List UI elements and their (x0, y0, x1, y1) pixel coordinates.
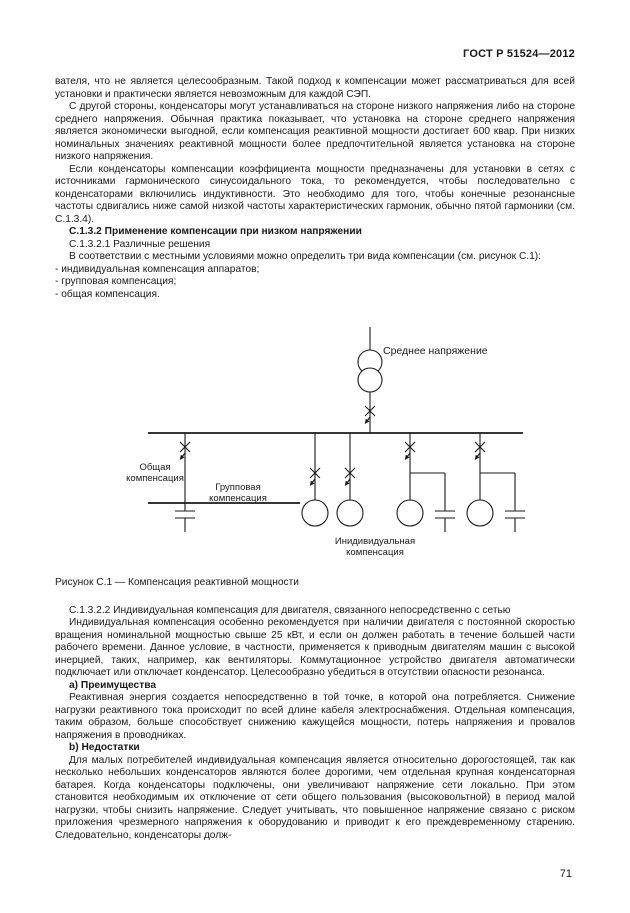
motor-icon (302, 500, 328, 526)
body-paragraph: Если конденсаторы компенсации коэффициента мощности предназначены для установки в сетях с источниками гармонического синусоидального тока, то рекомендуется, чтобы последовательно с конденсаторами включились индуктивности. Это необходимо для того, чтобы конечные резонансные частоты сдвигались ниже самой низкой частоты характеристических гармоник, обычно пятой гармоники (см. С.1.3.4). (55, 163, 575, 225)
page-number: 71 (559, 868, 572, 880)
body-paragraph: Индивидуальная компенсация особенно рекомендуется при наличии двигателя с постоянной скоростью вращения номинальной мощностью свыше 25 кВт, и если он должен работать в течение большей части рабочего времени. Данное условие, в частности, применяется к приводным двигателям машин с высокой инерцией, таких, например, как вентиляторы. Коммутационное устройство двигателя автоматически подключает или отключает конденсатор. Целесообразно убедиться в отсутствии опасности резонанса. (55, 617, 575, 678)
transformer-icon (358, 350, 382, 392)
disadvantages-heading: b) Недостатки (69, 742, 140, 753)
subsection-heading: С.1.3.2.1 Различные решения (69, 238, 211, 250)
page-body (55, 76, 575, 842)
body-paragraph: Реактивная энергия создается непосредственно в той точке, в которой она потребляется. Снижение нагрузки реактивного тока происходит по всей длине кабеля электроснабжения. Отдельная компенсация, таким образом, больше способствует снижению кажущейся мощности, потерь напряжения и провалов напряжения в проводниках. (55, 692, 575, 741)
motor-icon (467, 500, 493, 526)
general-compensation-label: компенсация (126, 473, 184, 484)
figure-c1 (55, 323, 575, 590)
subsection-heading: С.1.3.2.2 Индивидуальная компенсация для двигателя, связанного непосредственно с сетью (69, 604, 511, 616)
list-intro: В соответствии с местными условиями можно определить три вида компенсации (см. рисунок С.1): (69, 251, 542, 262)
mv-label: Среднее напряжение (383, 345, 488, 357)
motor-icons (302, 500, 493, 526)
figure-caption: Рисунок С.1 — Компенсация реактивной мощности (55, 577, 299, 588)
advantages-heading: а) Преимущества (69, 679, 157, 691)
group-compensation-label: компенсация (209, 493, 267, 504)
figure-c1-diagram (105, 323, 575, 568)
motor-icon (337, 500, 363, 526)
group-compensation-label: Групповая (215, 482, 261, 493)
body-paragraph: Для малых потребителей индивидуальная компенсация является относительно дорогостоящей, так как несколько небольших конденсаторов являются более дорогими, чем отдельная крупная конденсаторная батарея. Когда конденсаторы подключены, они увеличивают напряжение сети локально. При этом становится необходимым их отключение от сети общего пользования (высоковольтной) в период малой нагрузки, чтобы снизить напряжение. Следует учитывать, что повышенное напряжение связано с риском приложения чрезмерного напряжения к оборудованию и приводит к его преждевременному старению. Следовательно, конденсаторы долж- (55, 754, 575, 841)
individual-compensation-label: компенсация (346, 547, 404, 558)
list-item: - групповая компенсация; (55, 276, 177, 287)
body-paragraph: С другой стороны, конденсаторы могут устанавливаться на стороне низкого напряжения либо на стороне среднего напряжения. Обычная практика показывает, что установка на стороне среднего напряжения является экономически выгодной, если компенсация реактивной мощности достигает 600 квар. При низких номинальных значениях реактивной мощности более предпочтительной является установка на стороне низкого напряжения. (55, 101, 575, 162)
general-compensation-label: Общая (139, 462, 171, 473)
individual-compensation-label: Инидивидуальная (334, 536, 416, 547)
list-item: - индивидуальная компенсация аппаратов; (55, 263, 260, 275)
body-paragraph: вателя, что не является целесообразным. Такой подход к компенсации может рассматриваться для всей установки и практически является невозможным для каждой СЭП. (55, 76, 575, 100)
capacitor-icon (175, 503, 195, 532)
motor-icon (397, 500, 423, 526)
doc-code: ГОСТ Р 51524—2012 (463, 48, 575, 60)
list-item: - общая компенсация. (55, 288, 160, 300)
section-heading: С.1.3.2 Применение компенсации при низком напряжении (69, 226, 362, 237)
